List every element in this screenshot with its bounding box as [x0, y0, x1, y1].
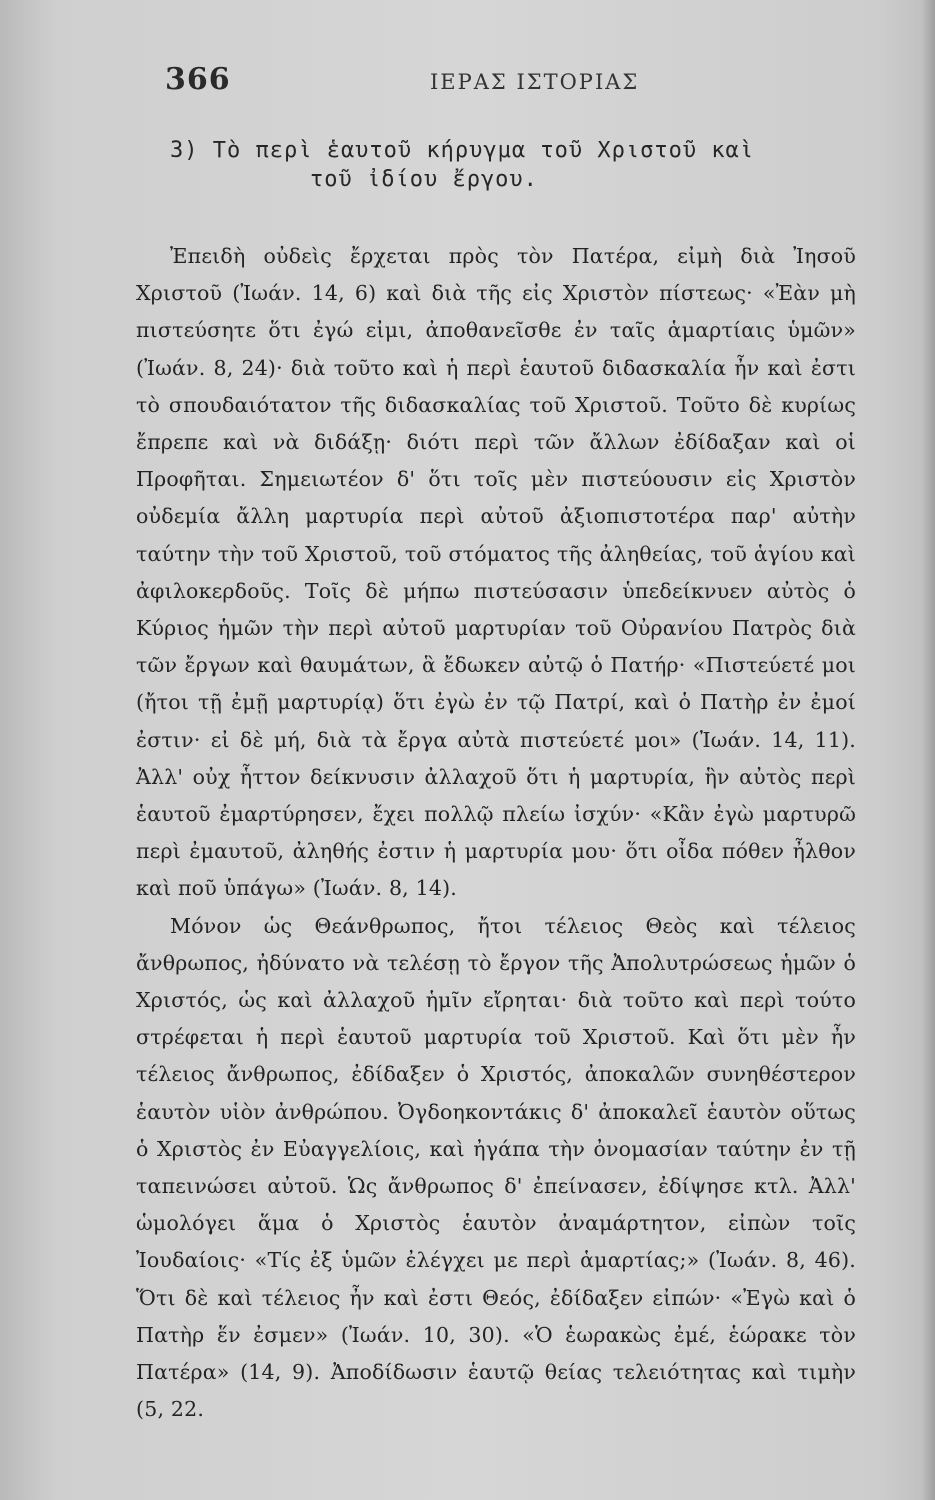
page-edge-shadow	[921, 0, 935, 1500]
running-head: ΙΕΡΑΣ ΙΣΤΟΡΙΑΣ	[430, 70, 640, 94]
paragraph: Μόνον ὡς Θεάνθρωπος, ἤτοι τέλειος Θεὸς καὶ τέλειος ἄνθρωπος, ἠδύνατο νὰ τελέσῃ τὸ ἔργον τῆς Ἀπολυτρώσεως ἡμῶν ὁ Χριστός, ὡς καὶ ἀλλαχοῦ ἡμῖν εἴρηται· διὰ τοῦτο καὶ περὶ τούτο στρέφεται ἡ περὶ ἑαυτοῦ μαρτυρία τοῦ Χριστοῦ. Καὶ ὅτι μὲν ἦν τέλειος ἄνθρωπος, ἐδίδαξεν ὁ Χριστός, ἀποκαλῶν συνηθέστερον ἑαυτὸν υἱὸν ἀνθρώπου. Ὀγδοηκοντάκις δ' ἀποκαλεῖ ἑαυτὸν οὕτως ὁ Χριστὸς ἐν Εὐαγγελίοις, καὶ ἠγάπα τὴν ὀνομασίαν ταύτην ἐν τῇ ταπεινώσει αὐτοῦ. Ὡς ἄνθρωπος δ' ἐπείνασεν, ἐδίψησε κτλ. Ἀλλ' ὡμολόγει ἅμα ὁ Χριστὸς ἑαυτὸν ἀναμάρτητον, εἰπὼν τοῖς Ἰουδαίοις· «Τίς ἐξ ὑμῶν ἐλέγχει με περὶ ἁμαρτίας;» (Ἰωάν. 8, 46). Ὅτι δὲ καὶ τέλειος ἦν καὶ ἐστι Θεός, ἐδίδαξεν εἰπών· «Ἐγὼ καὶ ὁ Πατὴρ ἕν ἐσμεν» (Ἰωάν. 10, 30). «Ὁ ἑωρακὼς ἐμέ, ἑώρακε τὸν Πατέρα» (14, 9). Ἀποδίδωσιν ἑαυτῷ θείας τελειότητας καὶ τιμὴν (5, 22.	[136, 913, 856, 1422]
paragraph: Ἐπειδὴ οὐδεὶς ἔρχεται πρὸς τὸν Πατέρα, εἰμὴ διὰ Ἰησοῦ Χριστοῦ (Ἰωάν. 14, 6) καὶ διὰ τῆς εἰς Χριστὸν πίστεως· «Ἐὰν μὴ πιστεύσητε ὅτι ἐγώ εἰμι, ἀποθανεῖσθε ἐν ταῖς ἁμαρτίαις ὑμῶν» (Ἰωάν. 8, 24)· διὰ τοῦτο καὶ ἡ περὶ ἑαυτοῦ διδασκαλία ἦν καὶ ἐστι τὸ σπουδαιότατον τῆς διδασκαλίας τοῦ Χριστοῦ. Τοῦτο δὲ κυρίως ἔπρεπε καὶ νὰ διδάξῃ· διότι περὶ τῶν ἄλλων ἐδίδαξαν καὶ οἱ Προφῆται. Σημειωτέον δ' ὅτι τοῖς μὲν πιστεύουσιν εἰς Χριστὸν οὐδεμία ἄλλη μαρτυρία περὶ αὐτοῦ ἀξιοπιστοτέρα παρ' αὐτὴν ταύτην τὴν τοῦ Χριστοῦ, τοῦ στόματος τῆς ἀληθείας, τοῦ ἁγίου καὶ ἀφιλοκερδοῦς. Τοῖς δὲ μήπω πιστεύσασιν ὑπεδείκνυεν αὐτὸς ὁ Κύριος ἡμῶν τὴν περὶ αὐτοῦ μαρτυρίαν τοῦ Οὐρανίου Πατρὸς διὰ τῶν ἔργων καὶ θαυμάτων, ἃ ἔδωκεν αὐτῷ ὁ Πατήρ· «Πιστεύετέ μοι (ἤτοι τῇ ἐμῇ μαρτυρίᾳ) ὅτι ἐγὼ ἐν τῷ Πατρί, καὶ ὁ Πατὴρ ἐν ἐμοί ἐστιν· εἰ δὲ μή, διὰ τὰ ἔργα αὐτὰ πιστεύετέ μοι» (Ἰωάν. 14, 11). Ἀλλ' οὐχ ἧττον δείκνυσιν ἀλλαχοῦ ὅτι ἡ μαρτυρία, ἣν αὐτὸς περὶ ἑαυτοῦ ἐμαρτύρησεν, ἔχει πολλῷ πλείω ἰσχύν· «Κἂν ἐγὼ μαρτυρῶ περὶ ἐμαυτοῦ, ἀληθής ἐστιν ἡ μαρτυρία μου· ὅτι οἶδα πόθεν ἦλθον καὶ ποῦ ὑπάγω» (Ἰωάν. 8, 14).	[136, 244, 856, 901]
body-text	[136, 238, 856, 1429]
section-title-line-2: τοῦ ἰδίου ἔργου.	[310, 167, 538, 192]
section-title-line-1: 3) Τὸ περὶ ἑαυτοῦ κήρυγμα τοῦ Χριστοῦ καὶ	[170, 138, 755, 163]
page-number: 366	[165, 62, 231, 97]
section-title	[170, 138, 870, 192]
page-header	[165, 62, 865, 102]
